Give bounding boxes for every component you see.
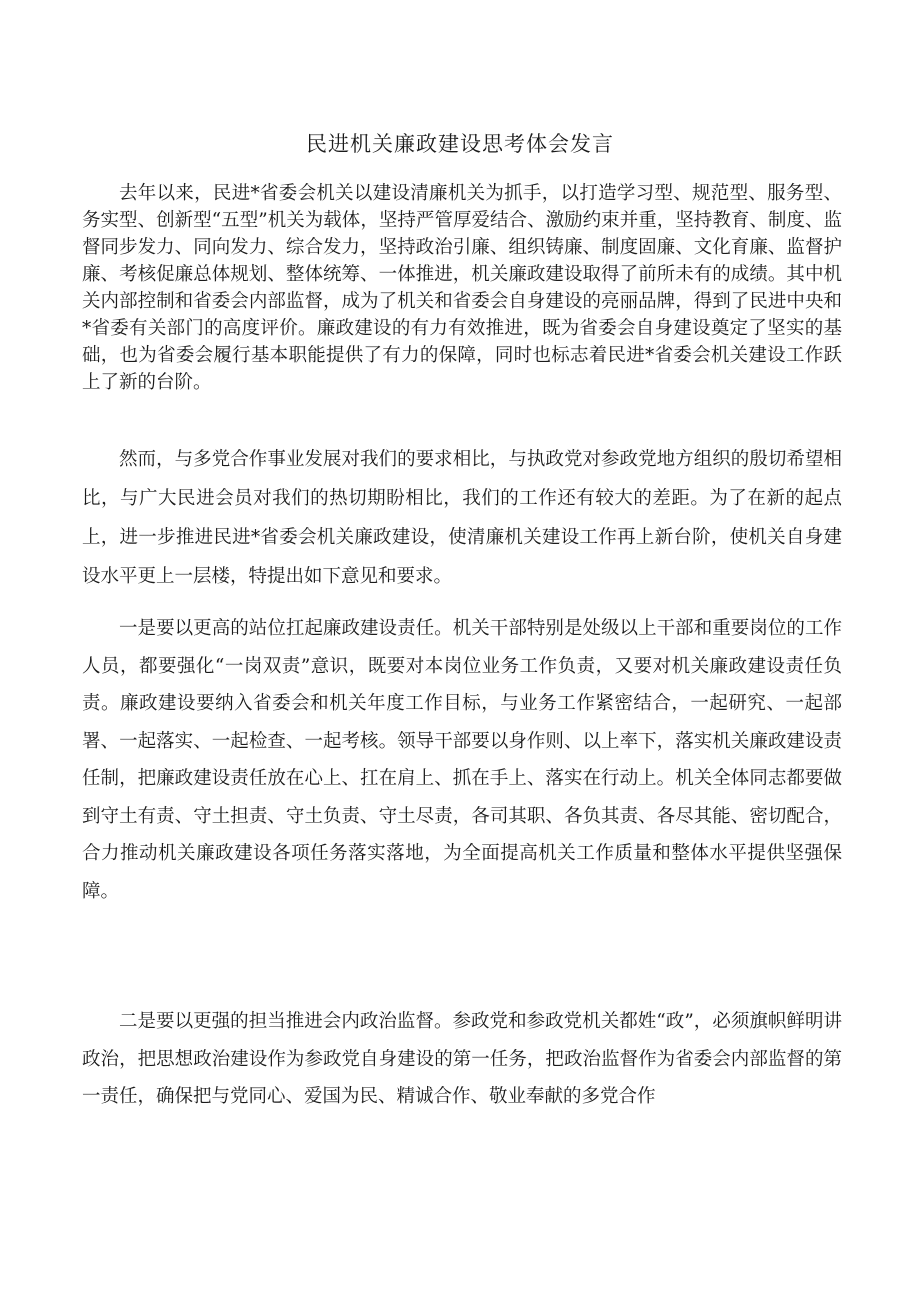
paragraph-point-two: 二是要以更强的担当推进会内政治监督。参政党和参政党机关都姓“政”，必须旗帜鲜明讲政治，把思想政治建设作为参政党自身建设的第一任务，把政治监督作为省委会内部监督的第一责任，确保把与党同心、爱国为民、精诚合作、敬业奉献的多党合作: [82, 1011, 842, 1107]
paragraph-gap: 然而，与多党合作事业发展对我们的要求相比，与执政党对参政党地方组织的殷切希望相比，与广大民进会员对我们的热切期盼相比，我们的工作还有较大的差距。为了在新的起点上，进一步推进民进*省委会机关廉政建设，使清廉机关建设工作再上新台阶，使机关自身建设水平更上一层楼，特提出如下意见和要求。: [82, 449, 842, 587]
document-title: 民进机关廉政建设思考体会发言: [306, 132, 614, 156]
paragraph-intro: 去年以来，民进*省委会机关以建设清廉机关为抓手，以打造学习型、规范型、服务型、务实型、创新型“五型”机关为载体，坚持严管厚爱结合、激励约束并重，坚持教育、制度、监督同步发力、同向发力、综合发力，坚持政治引廉、组织铸廉、制度固廉、文化育廉、监督护廉、考核促廉总体规划、整体统筹、一体推进，机关廉政建设取得了前所未有的成绩。其中机关内部控制和省委会内部监督，成为了机关和省委会自身建设的亮丽品牌，得到了民进中央和*省委有关部门的高度评价。廉政建设的有力有效推进，既为省委会自身建设奠定了坚实的基础，也为省委会履行基本职能提供了有力的保障，同时也标志着民进*省委会机关建设工作跃上了新的台阶。: [82, 183, 842, 393]
paragraph-point-one: 一是要以更高的站位扛起廉政建设责任。机关干部特别是处级以上干部和重要岗位的工作人员，都要强化“一岗双责”意识，既要对本岗位业务工作负责，又要对机关廉政建设责任负责。廉政建设要纳入省委会和机关年度工作目标，与业务工作紧密结合，一起研究、一起部署、一起落实、一起检查、一起考核。领导干部要以身作则、以上率下，落实机关廉政建设责任制，把廉政建设责任放在心上、扛在肩上、抓在手上、落实在行动上。机关全体同志都要做到守土有责、守土担责、守土负责、守土尽责，各司其职、各负其责、各尽其能、密切配合，合力推动机关廉政建设各项任务落实落地，为全面提高机关工作质量和整体水平提供坚强保障。: [82, 618, 842, 902]
